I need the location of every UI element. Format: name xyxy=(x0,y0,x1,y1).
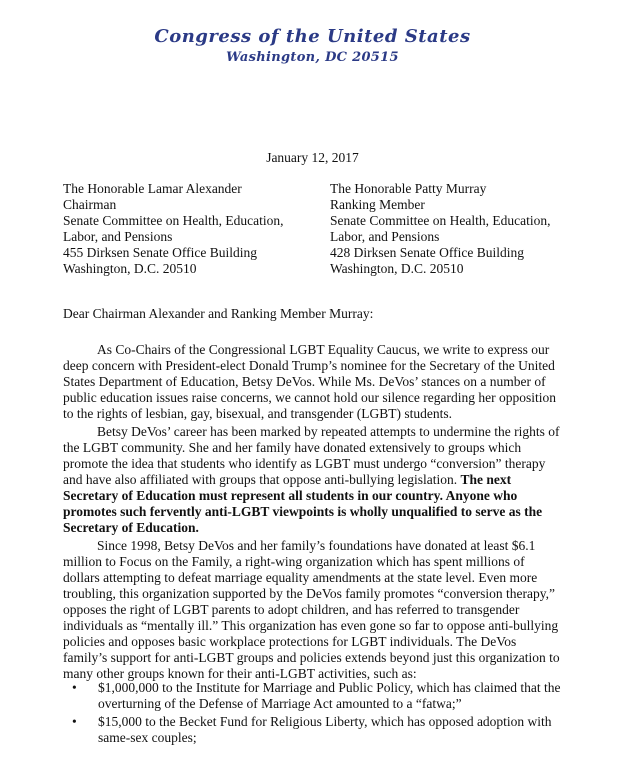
address-line: Ranking Member xyxy=(330,197,425,212)
address-line: 428 Dirksen Senate Office Building xyxy=(330,245,524,260)
recipient-address-right xyxy=(330,181,550,277)
bullet-icon: • xyxy=(72,680,77,695)
bullet-icon: • xyxy=(72,714,77,729)
paragraph-2-bold: The next Secretary of Education must represent all students in our country. Anyone who promotes such fervently anti-LGBT viewpoints is wholly unqualified to serve as the Secretary of Education. xyxy=(63,472,543,535)
paragraph-2 xyxy=(63,424,563,536)
paragraph-3 xyxy=(63,538,563,682)
address-line: The Honorable Lamar Alexander xyxy=(63,181,242,196)
paragraph-1 xyxy=(63,342,563,422)
address-line: Labor, and Pensions xyxy=(330,229,440,244)
salutation: Dear Chairman Alexander and Ranking Member Murray: xyxy=(63,306,374,321)
letterhead xyxy=(0,26,625,65)
letterhead-title: Congress of the United States xyxy=(154,26,471,47)
recipient-address-left xyxy=(63,181,283,277)
paragraph-1-text: As Co-Chairs of the Congressional LGBT Equality Caucus, we write to express our deep concern with President-elect Donald Trump’s nominee for the Secretary of the United States Department of Education, Betsy DeVos. While Ms. DeVos’ stances on a number of public education issues raise concerns, we cannot hold our silence regarding her opposition to the rights of lesbian, gay, bisexual, and transgender (LGBT) students. xyxy=(63,342,556,421)
list-item-text: $15,000 to the Becket Fund for Religious Liberty, which has opposed adoption with same-sex couples; xyxy=(98,714,552,745)
list-item-text: $1,000,000 to the Institute for Marriage and Public Policy, which has claimed that the overturning of the Defense of Marriage Act amounted to a “fatwa;” xyxy=(98,680,561,711)
address-line: Senate Committee on Health, Education, xyxy=(330,213,551,228)
address-line: The Honorable Patty Murray xyxy=(330,181,487,196)
address-line: 455 Dirksen Senate Office Building xyxy=(63,245,257,260)
address-line: Labor, and Pensions xyxy=(63,229,173,244)
address-line: Washington, D.C. 20510 xyxy=(330,261,464,276)
address-line: Senate Committee on Health, Education, xyxy=(63,213,284,228)
letterhead-subtitle: Washington, DC 20515 xyxy=(226,50,399,65)
list-item xyxy=(72,680,562,712)
address-line: Chairman xyxy=(63,197,117,212)
donation-list xyxy=(72,680,562,748)
list-item xyxy=(72,714,562,746)
paragraph-2-text: Betsy DeVos’ career has been marked by repeated attempts to undermine the rights of the LGBT community. She and her family have donated extensively to groups which promote the idea that students who identify as LGBT must undergo “conversion” therapy and have also affiliated with groups that oppose anti-bullying legislation. xyxy=(63,424,560,487)
paragraph-3-text: Since 1998, Betsy DeVos and her family’s foundations have donated at least $6.1 million to Focus on the Family, a right-wing organization which has spent millions of dollars attempting to defeat marriage equality amendments at the state level. Even more troubling, this organization supported by the DeVos family promotes “conversion therapy,” opposes the right of LGBT parents to adopt children, and has referred to transgender individuals as “mentally ill.” This organization has even gone so far to oppose anti-bullying policies and opposes basic workplace protections for LGBT individuals. The DeVos family’s support for anti-LGBT groups and policies extends beyond just this organization to many other groups known for their anti-LGBT activities, such as: xyxy=(63,538,560,681)
address-line: Washington, D.C. 20510 xyxy=(63,261,197,276)
letter-date: January 12, 2017 xyxy=(266,150,359,165)
